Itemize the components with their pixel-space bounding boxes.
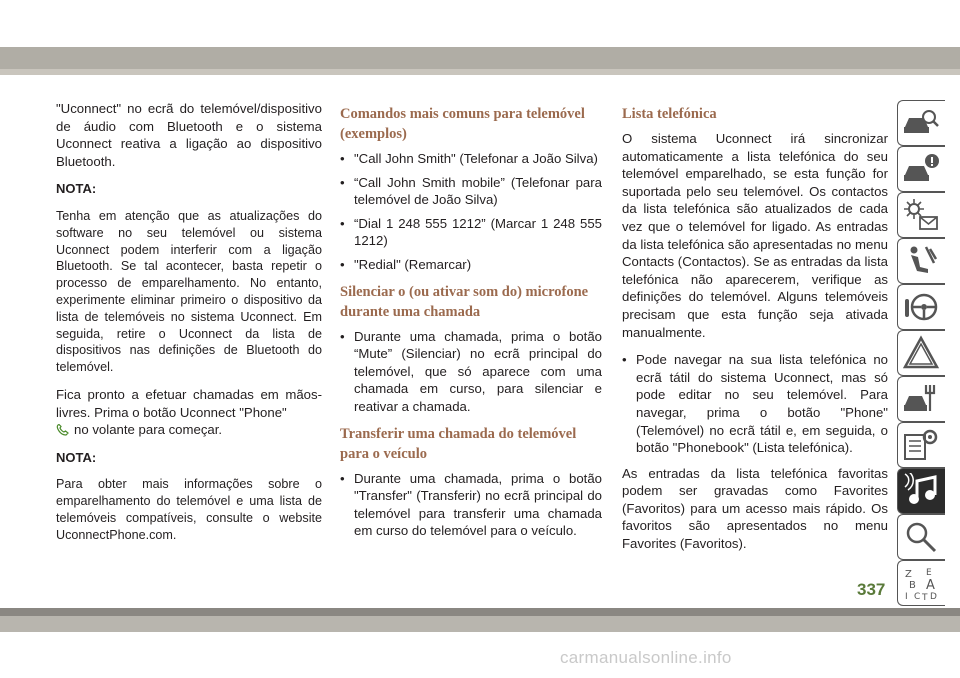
- handsfree-text-start: Fica pronto a efetuar chamadas em mãos-livres. Prima o botão Uconnect "Phone": [56, 386, 322, 420]
- heading-mute-microphone: Silenciar o (ou ativar som do) microfone durante uma chamada: [340, 283, 589, 320]
- tab-emergency[interactable]: [897, 330, 945, 376]
- column-1: [56, 100, 322, 554]
- note-text-2: Para obter mais informações sobre o emparelhamento do telemóvel e uma lista de telemóveis compatíveis, consulte o website UconnectPhone.com.: [56, 477, 322, 542]
- tab-safety[interactable]: [897, 238, 945, 284]
- svg-text:C: C: [914, 592, 921, 601]
- list-phonebook: [622, 351, 888, 457]
- tab-customer-assistance[interactable]: [897, 514, 945, 560]
- steering-wheel-icon: [902, 289, 940, 325]
- svg-text:Z: Z: [905, 569, 912, 580]
- heading-phonebook: Lista telefónica: [622, 106, 717, 122]
- warning-triangle-icon: [902, 335, 940, 371]
- svg-text:A: A: [926, 578, 935, 593]
- spec-sheet-gear-icon: [902, 427, 940, 463]
- header-band: [0, 47, 960, 69]
- tab-driving[interactable]: [897, 284, 945, 330]
- heading-common-commands: Comandos mais comuns para telemóvel (exemplos): [340, 106, 585, 142]
- list-item: • Durante uma chamada, prima o botão "Transfer" (Transferir) no ecrã principal do telemóvel para transferir uma chamada em curso do telemóvel para o veículo.: [340, 470, 602, 540]
- car-wrench-icon: [902, 381, 940, 417]
- tab-vehicle-overview[interactable]: [897, 100, 945, 146]
- chapter-tabs: [897, 100, 945, 606]
- tab-warnings[interactable]: [897, 146, 945, 192]
- list-item: • Pode navegar na sua lista telefónica no ecrã tátil do sistema Uconnect, mas só pode editar no seu telemóvel. Para navegar, prima o botão "Phone" (Telemóvel) no ecrã tátil e, em seguida, o botão "Phonebook" (Lista telefónica).: [622, 351, 888, 457]
- svg-text:T: T: [922, 593, 928, 601]
- note-title-1: NOTA:: [56, 181, 97, 197]
- list-transfer: [340, 470, 602, 540]
- svg-text:E: E: [926, 568, 932, 578]
- header-band-light: [0, 69, 960, 75]
- footer-band-dark: [0, 608, 960, 616]
- tab-specifications[interactable]: [897, 422, 945, 468]
- list-item: • “Dial 1 248 555 1212” (Marcar 1 248 555 1212): [340, 215, 602, 250]
- handsfree-text-end: no volante para começar.: [74, 422, 223, 438]
- svg-text:B: B: [909, 580, 916, 591]
- note-text-1: Tenha em atenção que as atualizações do software no seu telemóvel ou sistema Uconnect podem interferir com a ligação Bluetooth. Se tal acontecer, basta repetir o processo de emparelhamento. No entanto, experimente eliminar primeiro o dispositivo da lista de telemóveis no sistema Uconnect. Em seguida, retire o Uconnect da lista de dispositivos nas definições de Bluetooth do telemóvel.: [56, 208, 322, 375]
- paragraph-phonebook-sync: O sistema Uconnect irá sincronizar automaticamente a lista telefónica do seu telemóvel emparelhado, se esta função for suportada pelo seu telemóvel. Os contactos da lista telefónica são atualizados de cada vez que o telemóvel for ligado. As entradas da lista telefónica são apresentadas no menu Contacts (Contactos). Se as entradas da lista telefónica não aparecerem, verifique as definições do telemóvel. Alguns telemóveis precisam que esta função seja ativada manualmente.: [622, 131, 888, 340]
- car-search-icon: [902, 105, 940, 141]
- column-3: [622, 104, 888, 563]
- page-number: 337: [857, 580, 886, 599]
- list-item: • "Redial" (Remarcar): [340, 256, 602, 274]
- light-message-icon: [902, 197, 940, 233]
- note-title-2: NOTA:: [56, 449, 97, 465]
- top-margin: [0, 0, 960, 47]
- paragraph-reconnect: "Uconnect" no ecrã do telemóvel/dispositivo de áudio com Bluetooth e o sistema Uconnect reativa a ligação ao dispositivo Bluetooth.: [56, 101, 322, 169]
- svg-text:I: I: [905, 592, 908, 601]
- list-item: • Durante uma chamada, prima o botão “Mute” (Silenciar) no ecrã principal do telemóvel, que só aparece com uma chamada em curso, para silenciar e reativar a chamada.: [340, 328, 602, 416]
- footer-band: [0, 616, 960, 632]
- tab-multimedia[interactable]: [897, 468, 945, 514]
- heading-transfer-call: Transferir uma chamada do telemóvel para o veículo: [340, 425, 577, 462]
- paragraph-favorites: As entradas da lista telefónica favoritas podem ser gravadas como Favorites (Favoritos) para um acesso mais rápido. Os favoritos são apresentados no menu Favorites (Favoritos).: [622, 465, 888, 552]
- magnifier-icon: [902, 519, 940, 555]
- tab-maintenance[interactable]: [897, 376, 945, 422]
- list-item: • “Call John Smith mobile” (Telefonar para telemóvel de João Silva): [340, 174, 602, 209]
- music-note-icon: [902, 473, 940, 509]
- svg-text:D: D: [930, 592, 937, 601]
- column-2: [340, 104, 602, 548]
- list-mute: [340, 328, 602, 416]
- paragraph-handsfree: [56, 386, 322, 439]
- tab-index[interactable]: [897, 560, 945, 606]
- car-info-icon: [902, 151, 940, 187]
- list-commands: [340, 150, 602, 274]
- index-letters-icon: [902, 565, 940, 601]
- list-item: • "Call John Smith" (Telefonar a João Silva): [340, 150, 602, 168]
- watermark: carmanualsonline.info: [560, 648, 732, 667]
- phone-icon: [56, 423, 70, 435]
- tab-lights-messages[interactable]: [897, 192, 945, 238]
- seat-airbag-icon: [902, 243, 940, 279]
